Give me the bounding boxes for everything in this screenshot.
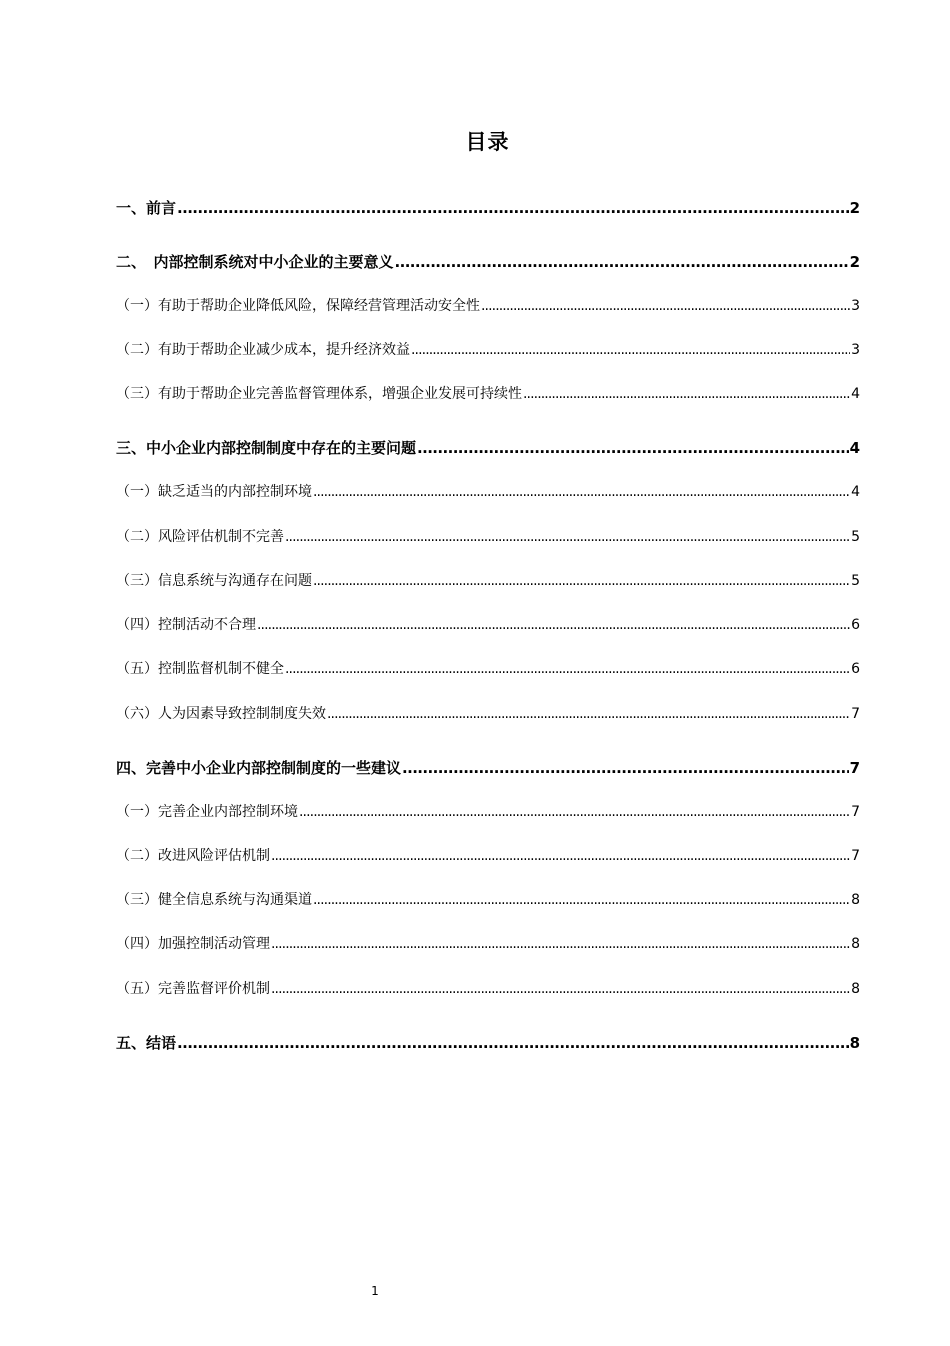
toc-entry[interactable] xyxy=(116,802,860,822)
dot-leader xyxy=(285,659,850,679)
toc-entry-label: （六）人为因素导致控制制度失效 xyxy=(116,706,326,722)
toc-entry-label: 三、中小企业内部控制制度中存在的主要问题 xyxy=(116,439,417,457)
toc-entry[interactable] xyxy=(116,979,860,999)
toc-entry[interactable] xyxy=(116,758,860,778)
toc-entry-label: （二）风险评估机制不完善 xyxy=(116,529,284,545)
toc-entry-page: 3 xyxy=(851,342,860,358)
toc-entry[interactable] xyxy=(116,482,860,502)
dot-leader xyxy=(271,979,850,999)
toc-entry-page: 2 xyxy=(849,199,860,217)
toc-entry-page: 4 xyxy=(849,439,860,457)
toc-entry-label: 二、 内部控制系统对中小企业的主要意义 xyxy=(116,253,394,271)
toc-entry-page: 6 xyxy=(851,617,860,633)
toc-entry[interactable] xyxy=(116,252,860,272)
toc-entry-page: 3 xyxy=(851,298,860,314)
toc-entry-label: （三）健全信息系统与沟通渠道 xyxy=(116,892,312,908)
toc-entry-label: （四）控制活动不合理 xyxy=(116,617,256,633)
dot-leader xyxy=(257,615,850,635)
toc-entry-label: 四、完善中小企业内部控制制度的一些建议 xyxy=(116,759,402,777)
toc-entry-label: （一）缺乏适当的内部控制环境 xyxy=(116,484,312,500)
toc-entry-page: 4 xyxy=(851,484,860,500)
dot-leader xyxy=(402,758,849,778)
toc-entry[interactable] xyxy=(116,615,860,635)
toc-entry-page: 8 xyxy=(851,936,860,952)
dot-leader xyxy=(395,252,849,272)
dot-leader xyxy=(417,438,849,458)
toc-entry-page: 8 xyxy=(851,892,860,908)
dot-leader xyxy=(327,704,850,724)
toc-entry-page: 8 xyxy=(849,1034,860,1052)
toc-entry-page: 6 xyxy=(851,661,860,677)
toc-entry-label: （四）加强控制活动管理 xyxy=(116,936,270,952)
toc-entry-page: 4 xyxy=(851,386,860,402)
dot-leader xyxy=(271,934,850,954)
toc-entry[interactable] xyxy=(116,890,860,910)
dot-leader xyxy=(313,571,850,591)
page-title: 目录 xyxy=(465,130,510,154)
toc-entry-label: （五）控制监督机制不健全 xyxy=(116,661,284,677)
toc-entry-page: 7 xyxy=(849,759,860,777)
toc-entry-label: （一）完善企业内部控制环境 xyxy=(116,804,298,820)
toc-entry[interactable] xyxy=(116,527,860,547)
toc-entry-label: 五、结语 xyxy=(116,1034,177,1052)
toc-entry-page: 2 xyxy=(849,253,860,271)
page-number: 1 xyxy=(371,1284,379,1298)
toc-entry-label: （二）有助于帮助企业减少成本，提升经济效益 xyxy=(116,342,410,358)
toc-entry-label: （二）改进风险评估机制 xyxy=(116,848,270,864)
toc-entry[interactable] xyxy=(116,704,860,724)
toc-entry[interactable] xyxy=(116,438,860,458)
dot-leader xyxy=(523,384,850,404)
toc-entry[interactable] xyxy=(116,198,860,218)
toc-entry-page: 7 xyxy=(851,848,860,864)
toc-entry[interactable] xyxy=(116,659,860,679)
toc-entry-label: （三）有助于帮助企业完善监督管理体系，增强企业发展可持续性 xyxy=(116,386,522,402)
dot-leader xyxy=(285,527,850,547)
dot-leader xyxy=(313,890,850,910)
dot-leader xyxy=(299,802,850,822)
toc-entry-page: 7 xyxy=(851,706,860,722)
toc-entry-label: （五）完善监督评价机制 xyxy=(116,981,270,997)
toc-entry[interactable] xyxy=(116,1033,860,1053)
toc-entry[interactable] xyxy=(116,846,860,866)
toc-entry[interactable] xyxy=(116,934,860,954)
dot-leader xyxy=(313,482,850,502)
toc-entry-label: （一）有助于帮助企业降低风险，保障经营管理活动安全性 xyxy=(116,298,480,314)
toc-entry[interactable] xyxy=(116,384,860,404)
dot-leader xyxy=(271,846,850,866)
toc-entry-page: 5 xyxy=(851,529,860,545)
toc-entry-page: 7 xyxy=(851,804,860,820)
dot-leader xyxy=(177,198,849,218)
toc-entry-page: 5 xyxy=(851,573,860,589)
table-of-contents xyxy=(116,0,860,1346)
toc-entry[interactable] xyxy=(116,340,860,360)
dot-leader xyxy=(481,296,850,316)
toc-entry[interactable] xyxy=(116,571,860,591)
toc-entry-page: 8 xyxy=(851,981,860,997)
toc-entry-label: 一、前言 xyxy=(116,199,177,217)
toc-entry-label: （三）信息系统与沟通存在问题 xyxy=(116,573,312,589)
toc-entry[interactable] xyxy=(116,296,860,316)
dot-leader xyxy=(411,340,850,360)
dot-leader xyxy=(177,1033,849,1053)
